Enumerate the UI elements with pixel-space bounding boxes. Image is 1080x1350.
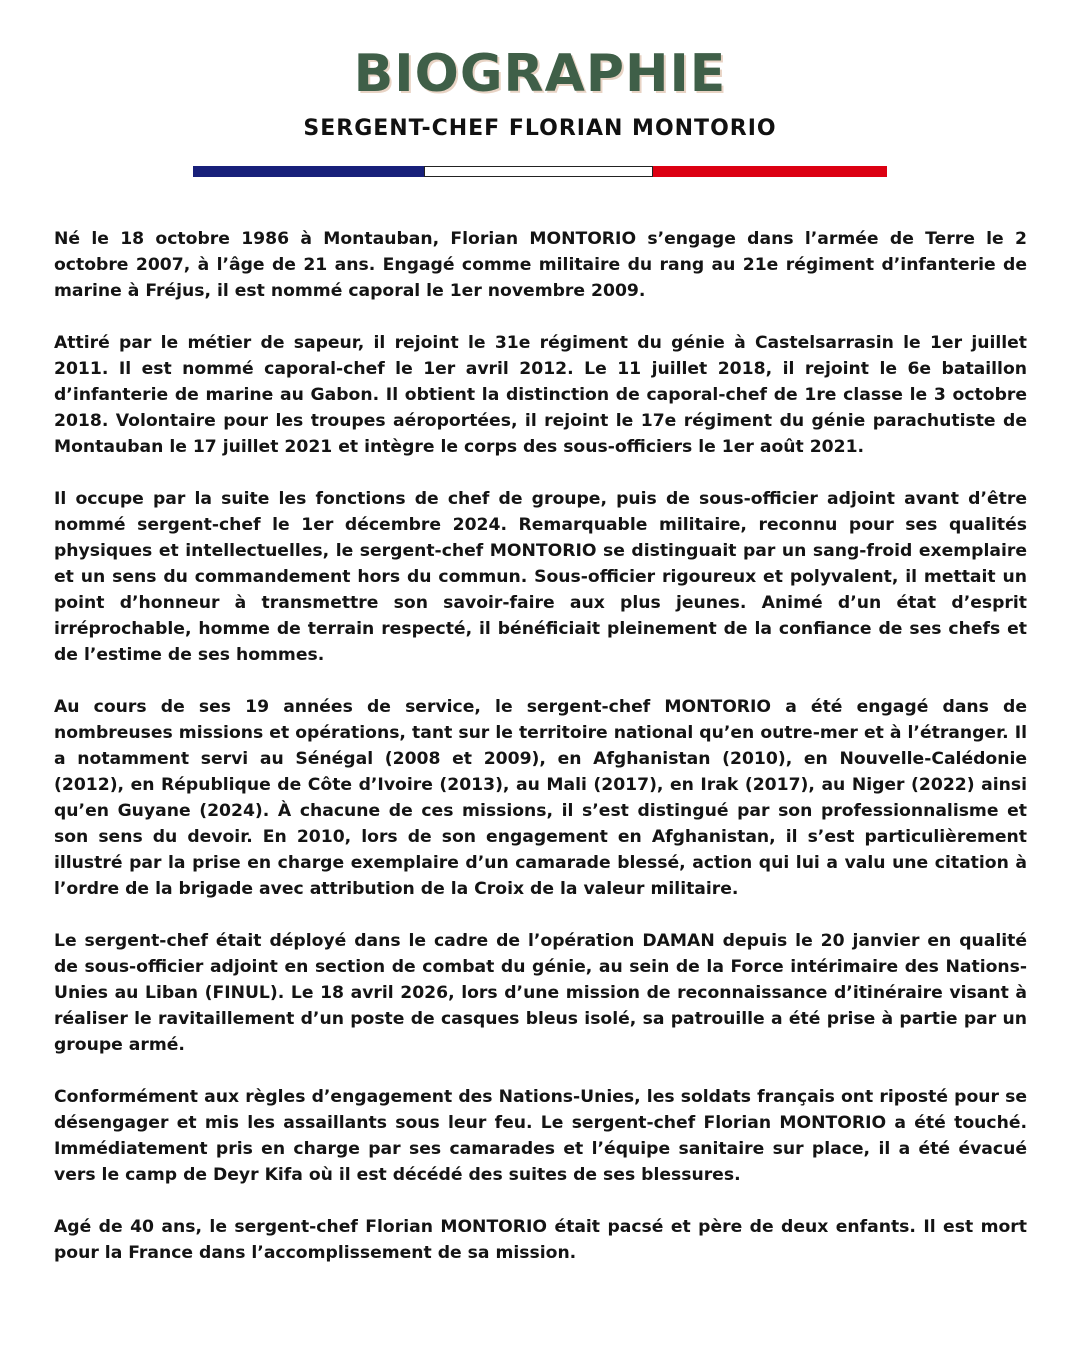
flag-white-segment	[424, 166, 653, 177]
paragraph-missions: Au cours de ses 19 années de service, le sergent-chef MONTORIO a été engagé dans de nombreuses missions et opérations, tant sur le territoire national qu’en outre-mer et à l’étranger. Il a notamment servi au Sénégal (2008 et 2009), en Afghanistan (2010), en Nouvelle-Calédonie (2012), en République de Côte d’Ivoire (2013), au Mali (2017), en Irak (2017), au Niger (2022) ainsi qu’en Guyane (2024). À chacune de ces missions, il s’est distingué par son professionnalisme et son sens du devoir. En 2010, lors de son engagement en Afghanistan, il s’est particulièrement illustré par la prise en charge exemplaire d’un camarade blessé, action qui lui a valu une citation à l’ordre de la brigade avec attribution de la Croix de la valeur militaire.	[54, 697, 1027, 899]
paragraph-daman-deployment: Le sergent-chef était déployé dans le cadre de l’opération DAMAN depuis le 20 janvier en qualité de sous-officier adjoint en section de combat du génie, au sein de la Force intérimaire des Nations-Unies au Liban (FINUL). Le 18 avril 2026, lors d’une mission de reconnaissance d’itinéraire visant à réaliser le ravitaillement d’un poste de casques bleus isolé, sa patrouille a été prise à partie par un groupe armé.	[54, 931, 1027, 1055]
page-title: BIOGRAPHIE	[353, 44, 727, 104]
flag-blue-segment	[193, 166, 424, 177]
flag-red-segment	[653, 166, 887, 177]
paragraph-incident: Conformément aux règles d’engagement des Nations-Unies, les soldats français ont riposté pour se désengager et mis les assaillants sous leur feu. Le sergent-chef Florian MONTORIO a été touché. Immédiatement pris en charge par ses camarades et l’équipe sanitaire sur place, il a été évacué vers le camp de Deyr Kifa où il est décédé des suites de ses blessures.	[54, 1087, 1027, 1185]
paragraph-qualities: Il occupe par la suite les fonctions de chef de groupe, puis de sous-officier adjoint avant d’être nommé sergent-chef le 1er décembre 2024. Remarquable militaire, reconnu pour ses qualités physiques et intellectuelles, le sergent-chef MONTORIO se distinguait par un sang-froid exemplaire et un sens du commandement hors du commun. Sous-officier rigoureux et polyvalent, il mettait un point d’honneur à transmettre son savoir-faire aux plus jeunes. Animé d’un état d’esprit irréprochable, homme de terrain respecté, il bénéficiait pleinement de la confiance de ses chefs et de l’estime de ses hommes.	[54, 489, 1027, 665]
paragraph-career-engineer: Attiré par le métier de sapeur, il rejoint le 31e régiment du génie à Castelsarrasin le 1er juillet 2011. Il est nommé caporal-chef le 1er avril 2012. Le 11 juillet 2018, il rejoint le 6e bataillon d’infanterie de marine au Gabon. Il obtient la distinction de caporal-chef de 1re classe le 3 octobre 2018. Volontaire pour les troupes aéroportées, il rejoint le 17e régiment du génie parachutiste de Montauban le 17 juillet 2021 et intègre le corps des sous-officiers le 1er août 2021.	[54, 333, 1027, 457]
paragraph-family: Agé de 40 ans, le sergent-chef Florian MONTORIO était pacsé et père de deux enfants. Il est mort pour la France dans l’accomplissement de sa mission.	[54, 1217, 1027, 1263]
french-flag-divider	[193, 166, 887, 177]
paragraph-birth-enlistment: Né le 18 octobre 1986 à Montauban, Florian MONTORIO s’engage dans l’armée de Terre le 2 octobre 2007, à l’âge de 21 ans. Engagé comme militaire du rang au 21e régiment d’infanterie de marine à Fréjus, il est nommé caporal le 1er novembre 2009.	[54, 229, 1027, 301]
biography-body	[54, 226, 1027, 1292]
page-subtitle: SERGENT-CHEF FLORIAN MONTORIO	[303, 116, 777, 141]
